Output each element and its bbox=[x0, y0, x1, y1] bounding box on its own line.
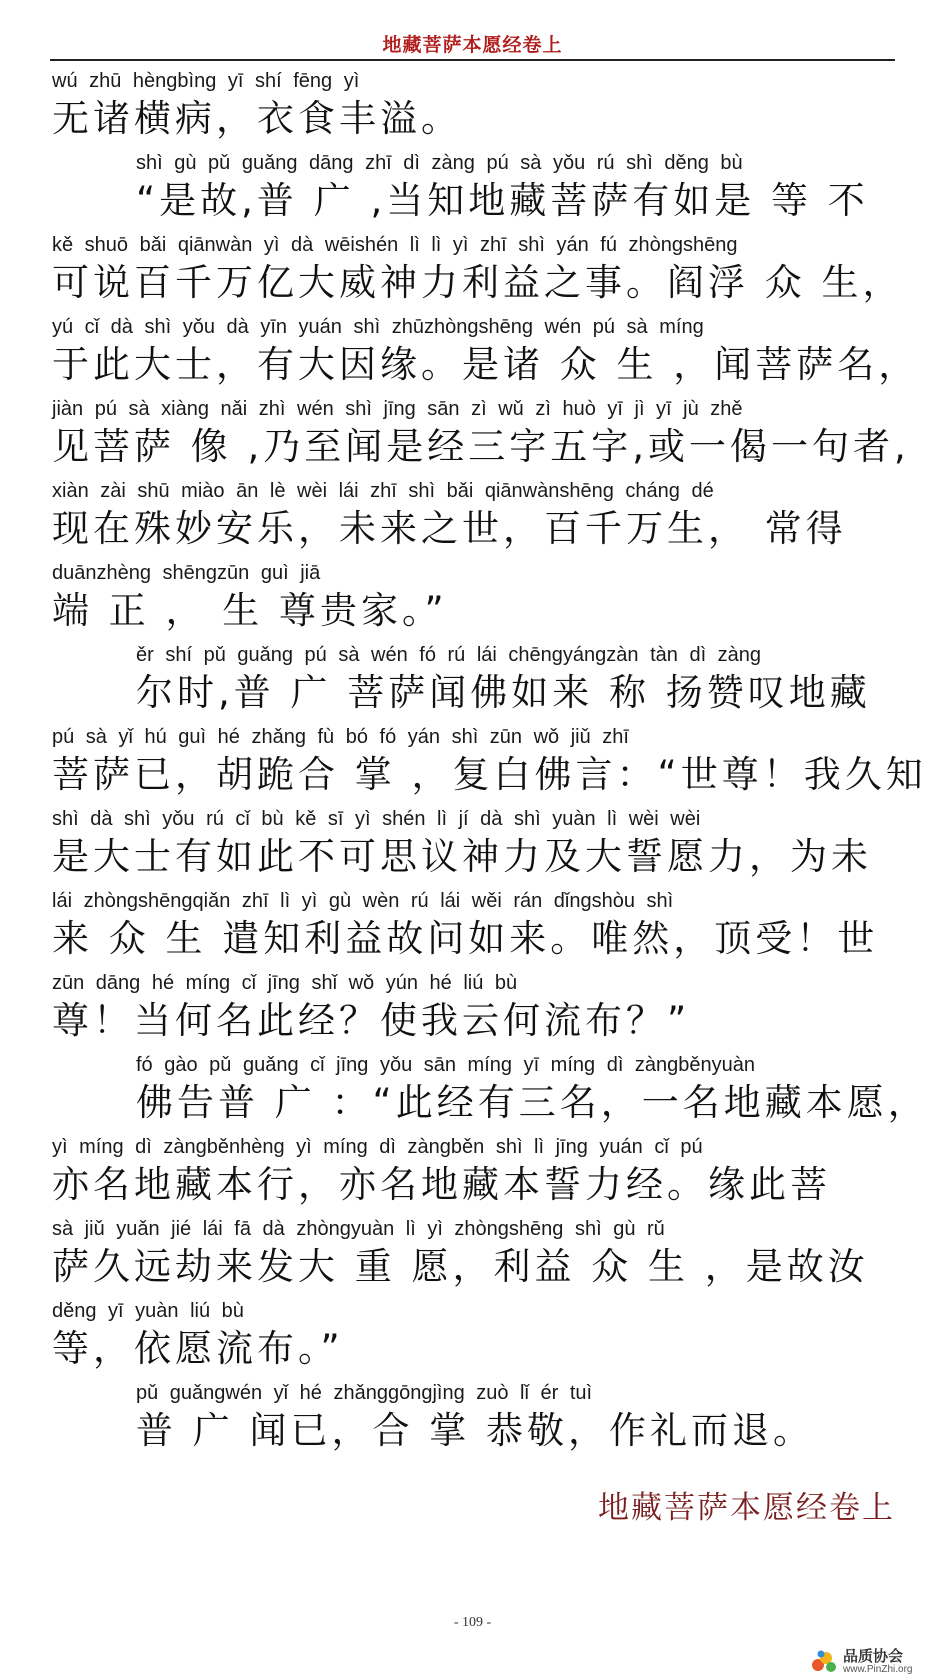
text-line bbox=[52, 1215, 897, 1297]
header-rule bbox=[50, 59, 895, 61]
hanzi-line: 见菩萨 像 ,乃至闻是经三字五字,或一偈一句者, bbox=[52, 425, 910, 468]
pinyin-line: zūn dāng hé míng cǐ jīng shǐ wǒ yún hé liú bù bbox=[52, 972, 518, 994]
text-line bbox=[52, 477, 897, 559]
pinyin-line: děng yī yuàn liú bù bbox=[52, 1300, 244, 1322]
pinyin-line: xiàn zài shū miào ān lè wèi lái zhī shì bǎi qiānwànshēng cháng dé bbox=[52, 480, 714, 502]
text-line bbox=[52, 559, 897, 641]
pinyin-line: duānzhèng shēngzūn guì jiā bbox=[52, 562, 321, 584]
pinyin-line: pú sà yǐ hú guì hé zhǎng fù bó fó yán shì zūn wǒ jiǔ zhī bbox=[52, 726, 629, 748]
hanzi-line: 萨久远劫来发大 重 愿，利益 众 生 ，是故汝 bbox=[52, 1245, 869, 1288]
hanzi-line: 菩萨已，胡跪合 掌 ，复白佛言：“世尊！我久知 bbox=[52, 753, 927, 796]
hanzi-line: 等，依愿流布。” bbox=[52, 1327, 344, 1370]
pinyin-line: wú zhū hèngbìng yī shí fēng yì bbox=[52, 70, 360, 92]
hanzi-line: 来 众 生 遣知利益故问如来。唯然，顶受！世 bbox=[52, 917, 879, 960]
hanzi-line: 现在殊妙安乐，未来之世，百千万生， 常得 bbox=[52, 507, 847, 550]
pinyin-line: kě shuō bǎi qiānwàn yì dà wēishén lì lì yì zhī shì yán fú zhòngshēng bbox=[52, 234, 738, 256]
text-line bbox=[52, 149, 897, 231]
hanzi-line: 是大士有如此不可思议神力及大誓愿力，为未 bbox=[52, 835, 872, 878]
pinyin-line: sà jiǔ yuǎn jié lái fā dà zhòngyuàn lì yì zhòngshēng shì gù rǔ bbox=[52, 1218, 665, 1240]
text-line bbox=[52, 1051, 929, 1133]
text-line bbox=[52, 641, 897, 723]
text-line bbox=[52, 1133, 897, 1215]
watermark bbox=[809, 1645, 939, 1677]
pinyin-line: yì míng dì zàngběnhèng yì míng dì zàngběn shì lì jīng yuán cǐ pú bbox=[52, 1136, 703, 1158]
pinyin-line: shì dà shì yǒu rú cǐ bù kě sī yì shén lì jí dà shì yuàn lì wèi wèi bbox=[52, 808, 701, 830]
watermark-name: 品质协会 bbox=[843, 1647, 904, 1665]
hanzi-line: 可说百千万亿大威神力利益之事。阎浮 众 生， bbox=[52, 261, 904, 304]
pinyin-line: fó gào pǔ guǎng cǐ jīng yǒu sān míng yī míng dì zàngběnyuàn bbox=[136, 1054, 756, 1076]
pinzhi-logo-icon bbox=[809, 1647, 839, 1675]
hanzi-line: 尔时,普 广 菩萨闻佛如来 称 扬赞叹地藏 bbox=[136, 671, 871, 714]
hanzi-line: 于此大士，有大因缘。是诸 众 生 ，闻菩萨名， bbox=[52, 343, 920, 386]
text-line bbox=[52, 67, 897, 149]
text-line bbox=[52, 969, 897, 1051]
watermark-url: www.PinZhi.org bbox=[843, 1664, 913, 1675]
text-line bbox=[52, 1297, 897, 1379]
hanzi-line: 端 正 ， 生 尊贵家。” bbox=[52, 589, 448, 632]
pinyin-line: pǔ guǎngwén yǐ hé zhǎnggōngjìng zuò lǐ ér tuì bbox=[136, 1382, 593, 1404]
text-line bbox=[52, 723, 927, 805]
page-number: - 109 - bbox=[453, 1615, 492, 1630]
chapter-end-title: 地藏菩萨本愿经卷上 bbox=[598, 1490, 895, 1526]
pinyin-line: shì gù pǔ guǎng dāng zhī dì zàng pú sà yǒu rú shì děng bù bbox=[136, 152, 743, 174]
text-line bbox=[52, 395, 910, 477]
text-line bbox=[52, 313, 920, 395]
text-line bbox=[52, 887, 897, 969]
hanzi-line: 亦名地藏本行，亦名地藏本誓力经。缘此菩 bbox=[52, 1163, 831, 1206]
hanzi-line: 无诸横病，衣食丰溢。 bbox=[52, 97, 462, 140]
pinyin-line: jiàn pú sà xiàng nǎi zhì wén shì jīng sān zì wǔ zì huò yī jì yī jù zhě bbox=[52, 398, 743, 420]
hanzi-line: 尊！当何名此经？使我云何流布？” bbox=[52, 999, 691, 1042]
pinyin-line: yú cǐ dà shì yǒu dà yīn yuán shì zhūzhòngshēng wén pú sà míng bbox=[52, 316, 704, 338]
running-header: 地藏菩萨本愿经卷上 bbox=[382, 34, 563, 56]
hanzi-line: 佛告普 广 ：“此经有三名，一名地藏本愿， bbox=[136, 1081, 929, 1124]
hanzi-line: 普 广 闻已，合 掌 恭敬，作礼而退。 bbox=[136, 1409, 815, 1452]
pinyin-line: lái zhòngshēngqiǎn zhī lì yì gù wèn rú lái wěi rán dǐngshòu shì bbox=[52, 890, 674, 912]
text-line bbox=[52, 1379, 897, 1461]
text-line bbox=[52, 231, 904, 313]
hanzi-line: “是故,普 广 ,当知地藏菩萨有如是 等 不 bbox=[136, 179, 869, 222]
scripture-text bbox=[52, 67, 929, 1461]
text-line bbox=[52, 805, 897, 887]
pinyin-line: ěr shí pǔ guǎng pú sà wén fó rú lái chēngyángzàn tàn dì zàng bbox=[136, 644, 762, 666]
